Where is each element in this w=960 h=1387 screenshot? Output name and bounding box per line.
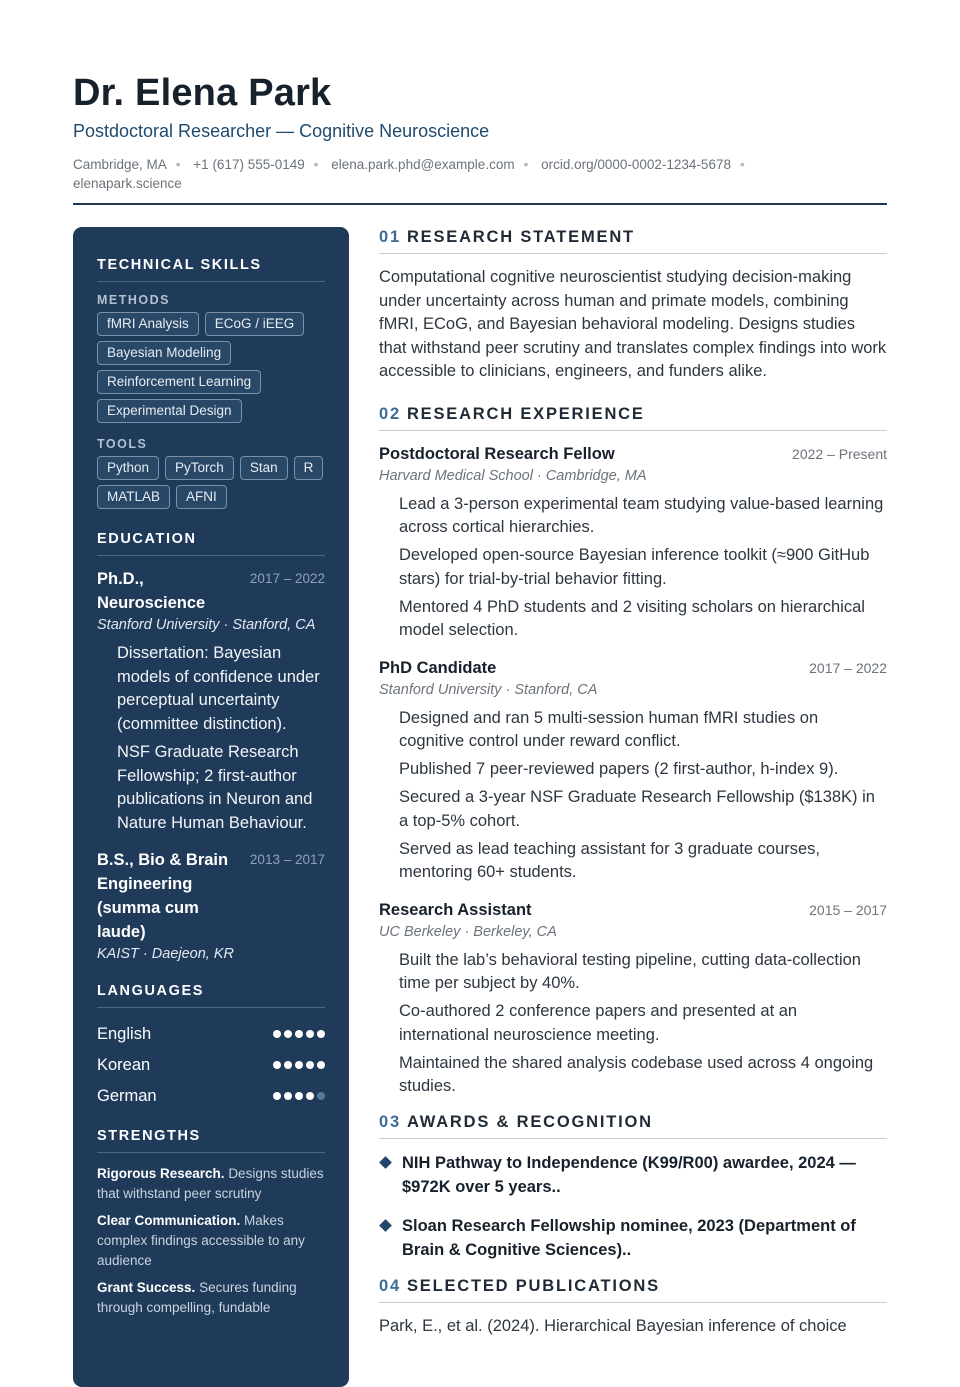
contact-item: elenapark.science <box>73 176 182 191</box>
education-heading: EDUCATION <box>97 531 325 556</box>
strength-title: Grant Success. <box>97 1279 196 1295</box>
skill-tag: fMRI Analysis <box>97 312 199 336</box>
sidebar <box>73 227 349 1387</box>
language-row <box>97 1019 325 1050</box>
tool-tag: AFNI <box>176 485 227 509</box>
publications-list <box>379 1315 887 1339</box>
job-bullet: Secured a 3-year NSF Graduate Research Fellowship ($138K) in a top-5% cohort. <box>399 788 875 830</box>
education-item <box>97 567 325 836</box>
tool-tag: MATLAB <box>97 485 170 509</box>
section-title: AWARDS & RECOGNITION <box>406 1112 653 1131</box>
awards-list <box>379 1151 887 1262</box>
experience-list <box>379 443 887 1099</box>
language-name: English <box>97 1024 152 1043</box>
job-organization: Harvard Medical School · Cambridge, MA <box>379 467 647 484</box>
education-bullets <box>117 642 325 836</box>
education-header <box>97 848 325 944</box>
main-column <box>379 228 887 1338</box>
job-bullets <box>399 949 887 1099</box>
job-bullet: Maintained the shared analysis codebase used across 4 ongoing studies. <box>399 1053 874 1096</box>
tools-tags <box>97 456 327 509</box>
job-title: Research Assistant <box>379 900 532 919</box>
proficiency-dots <box>273 1061 325 1069</box>
publication-item: Park, E., et al. (2024). Hierarchical Bayesian inference of choice <box>379 1316 847 1335</box>
tool-tag: Stan <box>240 456 288 480</box>
proficiency-dot <box>295 1092 303 1100</box>
strength-item <box>97 1278 325 1318</box>
job-bullet: Lead a 3-person experimental team studying value-based learning across cortical hierarchies. <box>399 494 884 537</box>
proficiency-dots <box>273 1030 325 1038</box>
section-title: RESEARCH STATEMENT <box>406 228 635 246</box>
job-title: Postdoctoral Research Fellow <box>379 444 615 463</box>
section-title: SELECTED PUBLICATIONS <box>406 1276 660 1295</box>
job-bullet: Co-authored 2 conference papers and presented at an international neuroscience meeting. <box>399 1002 798 1044</box>
proficiency-dot <box>295 1061 303 1069</box>
skill-tag: Reinforcement Learning <box>97 370 261 394</box>
proficiency-dot <box>306 1030 314 1038</box>
contact-separator: • <box>739 157 745 172</box>
job-bullet: Mentored 4 PhD students and 2 visiting scholars on hierarchical model selection. <box>399 597 865 640</box>
contact-item: elena.park.phd@example.com <box>331 157 515 172</box>
experience-header <box>379 657 887 680</box>
strength-text: Makes complex findings accessible to any audience <box>97 1212 305 1268</box>
proficiency-dot <box>317 1061 325 1069</box>
education-school: KAIST · Daejeon, KR <box>97 945 234 962</box>
experience-header <box>379 899 887 922</box>
job-title: PhD Candidate <box>379 658 497 677</box>
award-text: NIH Pathway to Independence (K99/R00) awardee, 2024 — $972K over 5 years.. <box>402 1153 856 1196</box>
education-school: Stanford University · Stanford, CA <box>97 617 316 633</box>
education-degree: B.S., Bio & Brain Engineering (summa cum laude) <box>97 850 229 941</box>
candidate-role: Postdoctoral Researcher — Cognitive Neuroscience <box>73 121 490 141</box>
skills-heading: TECHNICAL SKILLS <box>97 257 325 282</box>
section-title: RESEARCH EXPERIENCE <box>406 404 645 423</box>
education-item <box>97 848 325 965</box>
proficiency-dot <box>317 1030 325 1038</box>
education-dates: 2017 – 2022 <box>249 571 325 586</box>
strength-text: Designs studies that withstand peer scrutiny <box>97 1165 324 1201</box>
strength-title: Rigorous Research. <box>97 1165 225 1181</box>
job-bullet: Served as lead teaching assistant for 3 graduate courses, mentoring 60+ students. <box>399 839 820 882</box>
award-text: Sloan Research Fellowship nominee, 2023 (Department of Brain & Cognitive Sciences).. <box>402 1216 856 1259</box>
language-name: German <box>97 1086 157 1105</box>
tool-tag: Python <box>97 456 159 480</box>
section-number: 03 <box>379 1112 401 1131</box>
strength-text: Secures funding through compelling, fundable <box>97 1279 297 1315</box>
proficiency-dot <box>284 1092 292 1100</box>
skill-tag: Bayesian Modeling <box>97 341 231 365</box>
job-bullet: Developed open-source Bayesian inference toolkit (≈900 GitHub stars) for trial-by-trial behavior fitting. <box>399 546 870 588</box>
tools-label: TOOLS <box>97 437 148 451</box>
skill-tag: ECoG / iEEG <box>205 312 305 336</box>
experience-header <box>379 443 887 466</box>
section-heading-experience <box>379 405 887 431</box>
proficiency-dot <box>306 1092 314 1100</box>
experience-item <box>379 899 887 1099</box>
proficiency-dot <box>273 1030 281 1038</box>
section-heading-awards <box>379 1113 887 1139</box>
language-row <box>97 1081 325 1112</box>
award-item <box>379 1151 887 1199</box>
education-dates: 2013 – 2017 <box>249 851 325 867</box>
proficiency-dot <box>273 1092 281 1100</box>
proficiency-dot <box>284 1061 292 1069</box>
job-organization: UC Berkeley · Berkeley, CA <box>379 923 557 940</box>
job-dates: 2017 – 2022 <box>809 659 887 676</box>
education-list <box>97 567 325 965</box>
languages-heading: LANGUAGES <box>97 983 325 1008</box>
job-bullet: Published 7 peer-reviewed papers (2 first-author, h-index 9). <box>399 760 839 779</box>
section-number: 04 <box>379 1276 401 1295</box>
job-bullet: Built the lab’s behavioral testing pipeline, cutting data-collection time per subject by 40%. <box>399 950 861 993</box>
proficiency-dot <box>317 1092 325 1100</box>
language-name: Korean <box>97 1055 151 1074</box>
strengths-list <box>97 1164 325 1318</box>
tool-tag: R <box>294 456 324 480</box>
job-dates: 2015 – 2017 <box>809 901 887 918</box>
skill-tag: Experimental Design <box>97 399 242 423</box>
section-heading-statement <box>379 228 887 254</box>
proficiency-dot <box>273 1061 281 1069</box>
education-bullet: Dissertation: Bayesian models of confidence under perceptual uncertainty (committee distinction). <box>117 644 320 734</box>
candidate-name: Dr. Elena Park <box>73 72 332 114</box>
contact-item: orcid.org/0000-0002-1234-5678 <box>541 157 731 172</box>
methods-tags <box>97 312 327 423</box>
strengths-heading: STRENGTHS <box>97 1128 325 1153</box>
contact-separator: • <box>523 157 529 172</box>
section-heading-publications <box>379 1277 887 1303</box>
tool-tag: PyTorch <box>165 456 234 480</box>
language-row <box>97 1050 325 1081</box>
header-divider <box>73 203 887 205</box>
diamond-bullet-icon <box>379 1219 392 1232</box>
diamond-bullet-icon <box>379 1156 392 1169</box>
job-dates: 2022 – Present <box>792 445 887 462</box>
proficiency-dots <box>273 1092 325 1100</box>
proficiency-dot <box>295 1030 303 1038</box>
contact-line <box>73 155 793 193</box>
methods-label: METHODS <box>97 293 170 307</box>
languages-list <box>97 1019 325 1112</box>
contact-item: +1 (617) 555-0149 <box>193 157 305 172</box>
strength-item <box>97 1164 325 1204</box>
contact-item: Cambridge, MA <box>73 157 167 172</box>
contact-separator: • <box>175 157 181 172</box>
education-degree: Ph.D., Neuroscience <box>97 570 206 612</box>
job-bullets <box>399 707 887 885</box>
experience-item <box>379 657 887 885</box>
research-statement: Computational cognitive neuroscientist studying decision-making under uncertainty across human and primate models, combining fMRI, ECoG, and Bayesian behavioral modeling. Designs studies that withstand peer scrutiny and translates complex findings into work accessible to clinicians, engineers, and funders alike. <box>379 268 887 381</box>
section-number: 01 <box>379 228 401 246</box>
contact-separator: • <box>313 157 319 172</box>
proficiency-dot <box>284 1030 292 1038</box>
award-item <box>379 1214 887 1262</box>
proficiency-dot <box>306 1061 314 1069</box>
strength-title: Clear Communication. <box>97 1212 241 1228</box>
section-number: 02 <box>379 404 401 423</box>
job-bullets <box>399 493 887 643</box>
education-bullet: NSF Graduate Research Fellowship; 2 first-author publications in Neuron and Nature Human Behaviour. <box>117 742 313 832</box>
strength-item <box>97 1211 325 1271</box>
experience-item <box>379 443 887 643</box>
job-organization: Stanford University · Stanford, CA <box>379 681 598 698</box>
resume-header <box>73 70 887 193</box>
education-header <box>97 567 325 615</box>
job-bullet: Designed and ran 5 multi-session human fMRI studies on cognitive control under reward conflict. <box>399 708 819 751</box>
